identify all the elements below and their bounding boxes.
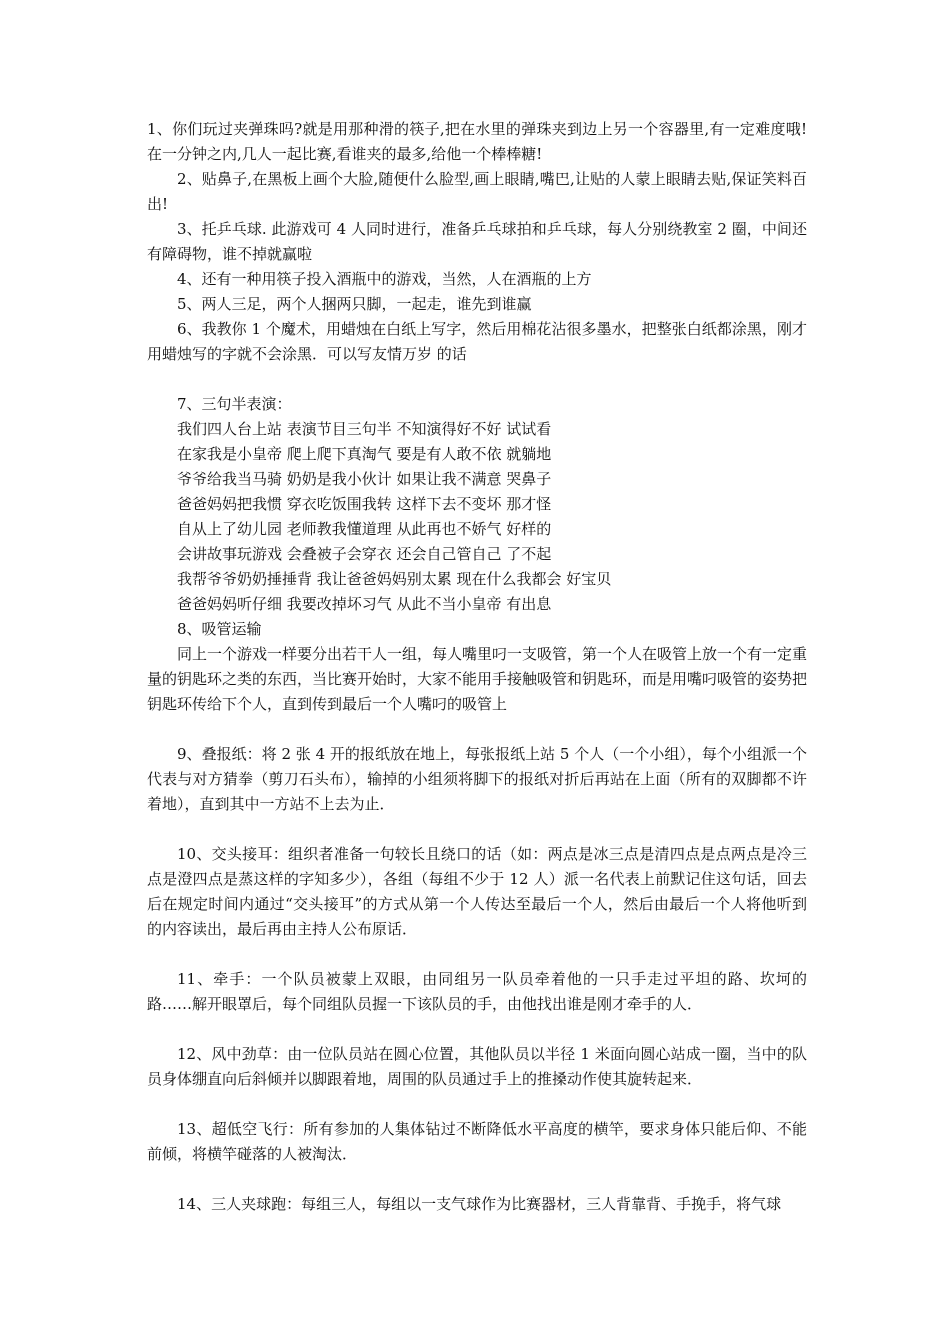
paragraph-12: 12、风中劲草：由一位队员站在圆心位置，其他队员以半径 1 米面向圆心站成一圈，当中的队员身体绷直向后斜倾并以脚跟着地，周围的队员通过手上的推搡动作使其旋转起来． — [147, 1045, 807, 1088]
intro-games-section — [147, 117, 807, 1217]
poem-line: 我们四人台上站 表演节目三句半 不知演得好不好 试试看 — [177, 420, 552, 438]
poem-line: 我帮爷爷奶奶捶捶背 我让爸爸妈妈别太累 现在什么我都会 好宝贝 — [177, 570, 612, 588]
paragraph-3: 3、托乒乓球. 此游戏可 4 人同时进行，准备乒乓球拍和乒乓球，每人分别绕教室 2 圈，中间还有障碍物，谁不掉就赢啦 — [147, 220, 807, 263]
paragraph-1: 1、你们玩过夹弹珠吗?就是用那种滑的筷子,把在水里的弹珠夹到边上另一个容器里,有一定难度哦!在一分钟之内,几人一起比赛,看谁夹的最多,给他一个棒棒糖! — [147, 120, 807, 163]
poem-line: 爸爸妈妈听仔细 我要改掉坏习气 从此不当小皇帝 有出息 — [177, 595, 552, 613]
paragraph-13: 13、超低空飞行：所有参加的人集体钻过不断降低水平高度的横竿，要求身体只能后仰、不能前倾，将横竿碰落的人被淘汰． — [147, 1120, 807, 1163]
paragraph-2: 2、贴鼻子,在黑板上画个大脸,随便什么脸型,画上眼睛,嘴巴,让贴的人蒙上眼睛去贴,保证笑料百出! — [147, 170, 807, 213]
poem-line: 在家我是小皇帝 爬上爬下真淘气 要是有人敢不依 就躺地 — [177, 445, 552, 463]
poem-line: 会讲故事玩游戏 会叠被子会穿衣 还会自己管自己 了不起 — [177, 545, 552, 563]
paragraph-14: 14、三人夹球跑：每组三人，每组以一支气球作为比赛器材，三人背靠背、手挽手，将气球 — [177, 1195, 782, 1213]
paragraph-11: 11、牵手：一个队员被蒙上双眼，由同组另一队员牵着他的一只手走过平坦的路、坎坷的路……解开眼罩后，每个同组队员握一下该队员的手，由他找出谁是刚才牵手的人． — [147, 970, 807, 1013]
poem-title: 7、三句半表演： — [177, 395, 292, 413]
poem-line: 爸爸妈妈把我惯 穿衣吃饭围我转 这样下去不变坏 那才怪 — [177, 495, 552, 513]
poem-line: 自从上了幼儿园 老师教我懂道理 从此再也不娇气 好样的 — [177, 520, 552, 538]
paragraph-6: 6、我教你 1 个魔术，用蜡烛在白纸上写字，然后用棉花沾很多墨水，把整张白纸都涂黑，刚才用蜡烛写的字就不会涂黑．可以写友情万岁 的话 — [147, 320, 807, 363]
item8-title: 8、吸管运输 — [177, 620, 262, 638]
paragraph-10: 10、交头接耳：组织者准备一句较长且绕口的话（如：两点是冰三点是清四点是点两点是冷三点是澄四点是蒸这样的字知多少），各组（每组不少于 12 人）派一名代表上前默记住这句话，回去后在规定时间内通过“交头接耳”的方式从第一个人传达至最后一个人，然后由最后一个人将他听到的内容读出，最后再由主持人公布原话． — [147, 845, 807, 938]
item8-body: 同上一个游戏一样要分出若干人一组，每人嘴里叼一支吸管，第一个人在吸管上放一个有一定重量的钥匙环之类的东西，当比赛开始时，大家不能用手接触吸管和钥匙环，而是用嘴叼吸管的姿势把钥匙环传给下个人，直到传到最后一个人嘴叼的吸管上 — [147, 645, 808, 713]
poem-line: 爷爷给我当马骑 奶奶是我小伙计 如果让我不满意 哭鼻子 — [177, 470, 552, 488]
paragraph-5: 5、两人三足，两个人捆两只脚，一起走，谁先到谁赢 — [177, 295, 532, 313]
paragraph-9: 9、叠报纸：将 2 张 4 开的报纸放在地上，每张报纸上站 5 个人（一个小组），每个小组派一个代表与对方猜拳（剪刀石头布），输掉的小组须将脚下的报纸对折后再站在上面（所有的双脚都不许着地），直到其中一方站不上去为止． — [147, 745, 807, 813]
paragraph-4: 4、还有一种用筷子投入酒瓶中的游戏，当然，人在酒瓶的上方 — [177, 270, 592, 288]
